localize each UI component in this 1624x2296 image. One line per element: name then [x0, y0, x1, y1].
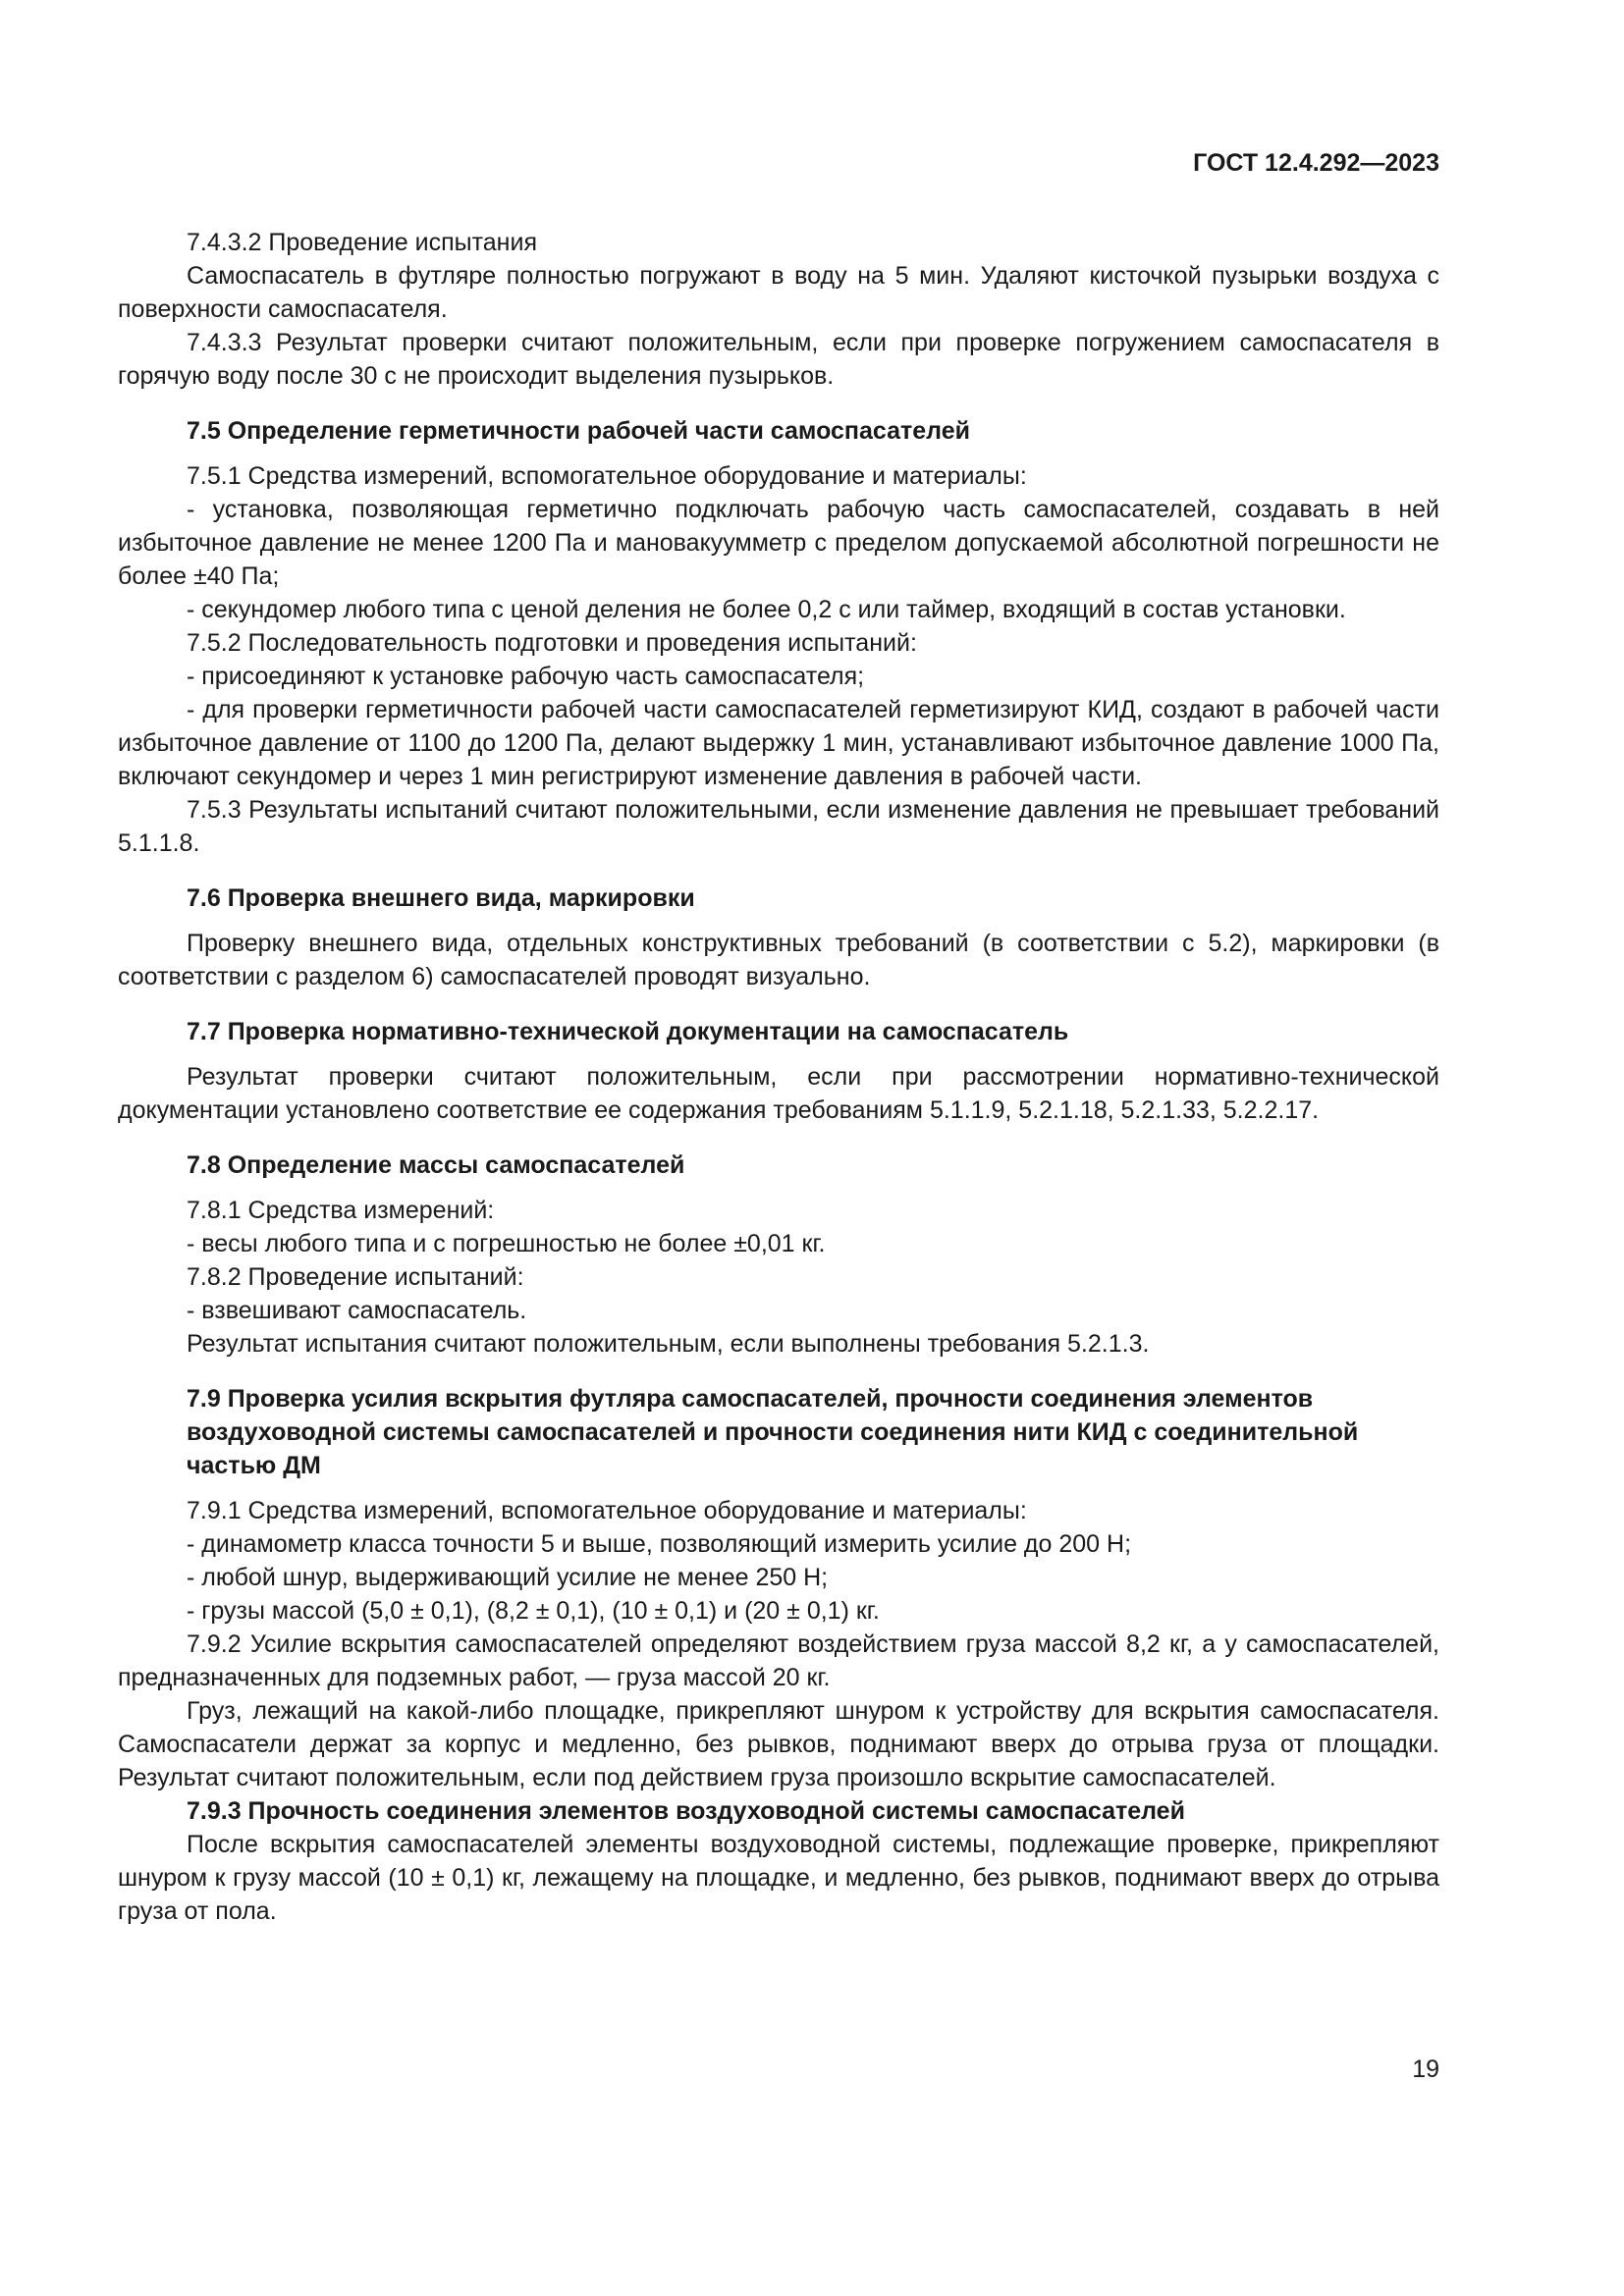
list-item: - весы любого типа и с погрешностью не более ±0,01 кг. [187, 1230, 826, 1257]
paragraph: 7.5.3 Результаты испытаний считают положительными, если изменение давления не превышает требований 5.1.1.8. [118, 796, 1439, 857]
list-item: - взвешивают самоспасатель. [187, 1297, 527, 1324]
section-heading: 7.9 Проверка усилия вскрытия футляра самоспасателей, прочности соединения элементов воздуховодной системы самоспасателей и прочности соединения нити КИД с соединительной частью ДМ [187, 1385, 1359, 1479]
document-header: ГОСТ 12.4.292—2023 [1193, 149, 1439, 177]
page-number: 19 [1412, 2056, 1439, 2083]
section-heading: 7.5 Определение герметичности рабочей части самоспасателей [187, 417, 971, 445]
list-item: - грузы массой (5,0 ± 0,1), (8,2 ± 0,1), (10 ± 0,1) и (20 ± 0,1) кг. [187, 1597, 880, 1625]
paragraph: 7.4.3.3 Результат проверки считают положительным, если при проверке погружением самоспасателя в горячую воду после 30 с не происходит выделения пузырьков. [118, 329, 1439, 390]
document-body [118, 226, 1439, 1928]
paragraph: Результат проверки считают положительным, если при рассмотрении нормативно-технической документации установлено соответствие ее содержания требованиям 5.1.1.9, 5.2.1.18, 5.2.1.33, 5.2.2.17. [118, 1063, 1439, 1124]
paragraph: 7.9.2 Усилие вскрытия самоспасателей определяют воздействием груза массой 8,2 кг, а у самоспасателей, предназначенных для подземных работ, — груза массой 20 кг. [118, 1630, 1439, 1691]
paragraph: 7.5.1 Средства измерений, вспомогательное оборудование и материалы: [187, 462, 1027, 490]
paragraph: 7.8.2 Проведение испытаний: [187, 1263, 524, 1291]
paragraph: Самоспасатель в футляре полностью погружают в воду на 5 мин. Удаляют кисточкой пузырьки воздуха с поверхности самоспасателя. [118, 262, 1439, 323]
paragraph: После вскрытия самоспасателей элементы воздуховодной системы, подлежащие проверке, прикрепляют шнуром к грузу массой (10 ± 0,1) кг, лежащему на площадке, и медленно, без рывков, поднимают вверх до отрыва груза от пола. [118, 1831, 1439, 1925]
paragraph: 7.5.2 Последовательность подготовки и проведения испытаний: [187, 629, 917, 657]
paragraph: Проверку внешнего вида, отдельных конструктивных требований (в соответствии с 5.2), маркировки (в соответствии с разделом 6) самоспасателей проводят визуально. [118, 930, 1439, 990]
paragraph: 7.4.3.2 Проведение испытания [187, 229, 537, 256]
section-heading: 7.6 Проверка внешнего вида, маркировки [187, 884, 695, 912]
paragraph: Результат испытания считают положительным, если выполнены требования 5.2.1.3. [187, 1330, 1150, 1358]
section-heading: 7.8 Определение массы самоспасателей [187, 1151, 685, 1179]
list-item: - секундомер любого типа с ценой деления не более 0,2 с или таймер, входящий в состав установки. [187, 596, 1346, 623]
paragraph: 7.9.1 Средства измерений, вспомогательное оборудование и материалы: [187, 1497, 1027, 1524]
section-heading: 7.7 Проверка нормативно-технической документации на самоспасатель [187, 1018, 1069, 1045]
list-item: - присоединяют к установке рабочую часть самоспасателя; [187, 663, 865, 690]
list-item: - любой шнур, выдерживающий усилие не менее 250 Н; [187, 1564, 829, 1591]
list-item: - динамометр класса точности 5 и выше, позволяющий измерить усилие до 200 Н; [187, 1530, 1132, 1558]
paragraph: 7.8.1 Средства измерений: [187, 1197, 495, 1224]
list-item: - установка, позволяющая герметично подключать рабочую часть самоспасателей, создавать в ней избыточное давление не менее 1200 Па и мановакуумметр с пределом допускаемой абсолютной погрешности не более ±40 Па; [118, 496, 1439, 590]
paragraph: Груз, лежащий на какой-либо площадке, прикрепляют шнуром к устройству для вскрытия самоспасателя. Самоспасатели держат за корпус и медленно, без рывков, поднимают вверх до отрыва груза от площадки. Результат считают положительным, если под действием груза произошло вскрытие самоспасателей. [118, 1697, 1439, 1791]
section-heading: 7.9.3 Прочность соединения элементов воздуховодной системы самоспасателей [187, 1797, 1185, 1825]
list-item: - для проверки герметичности рабочей части самоспасателей герметизируют КИД, создают в рабочей части избыточное давление от 1100 до 1200 Па, делают выдержку 1 мин, устанавливают избыточное давление 1000 Па, включают секундомер и через 1 мин регистрируют изменение давления в рабочей части. [118, 696, 1439, 790]
